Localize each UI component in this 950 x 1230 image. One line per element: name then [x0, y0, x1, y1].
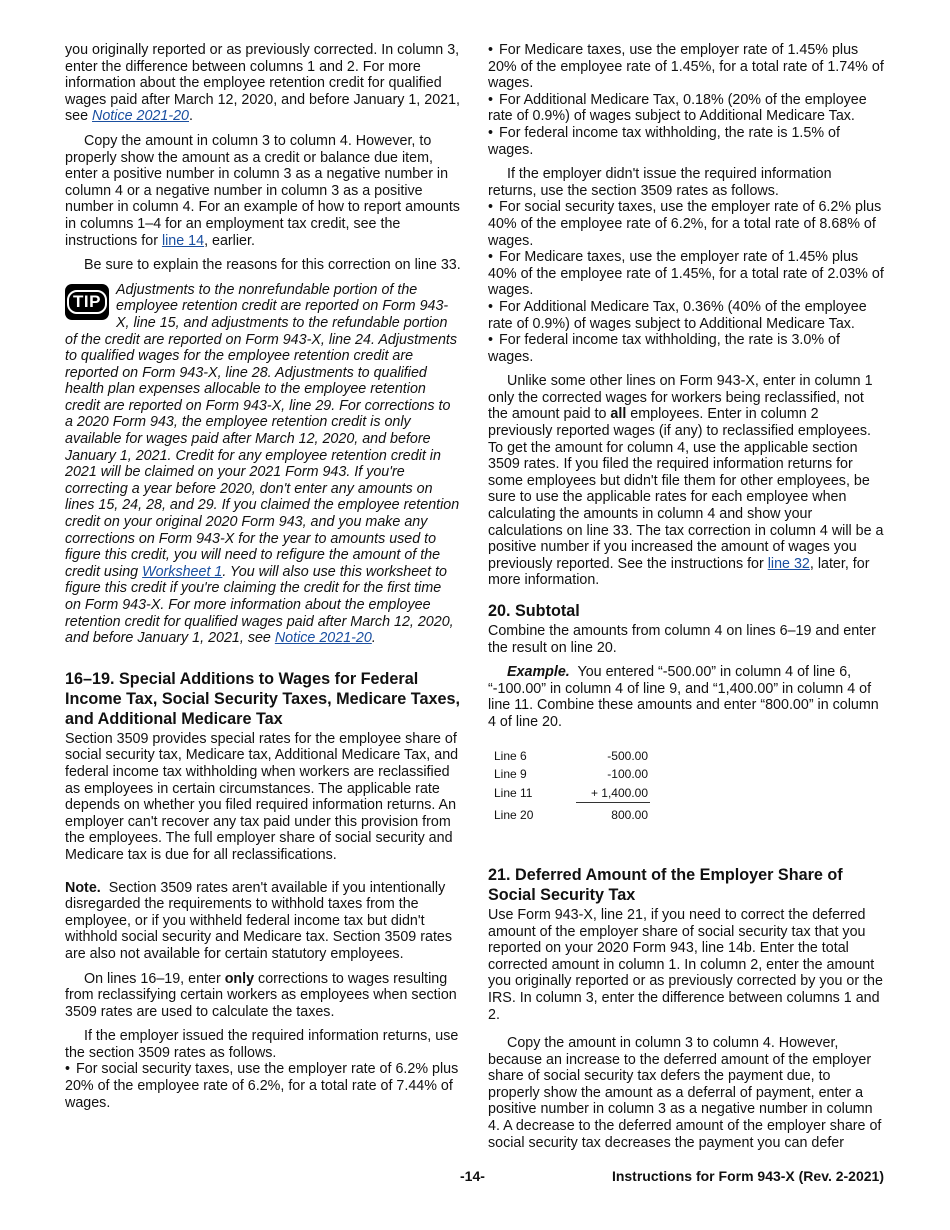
notice-2021-20-link[interactable]: Notice 2021-20: [274, 630, 372, 647]
paragraph: Copy the amount in column 3 to column 4. However, because an increase to the deferred amount of the employer share of social security tax defers the payment due, to properly show the amount as a deferral of payment, enter a positive number in column 3 as a negative number in column 4. A decrease to the deferred amount of the employer share of social security tax decreases the payment you can defer: [488, 1035, 882, 1151]
paragraph: On lines 16–19, enter only corrections to wages resulting from reclassifying certain workers as employees when section 3509 rates are used to calculate the taxes.: [65, 970, 457, 1020]
footer-title: Instructions for Form 943-X (Rev. 2-2021): [611, 1168, 884, 1184]
left-column: [65, 42, 461, 1111]
subtotal-table: [492, 747, 650, 825]
table-row: Line 9 -100.00: [494, 767, 648, 782]
paragraph: Use Form 943-X, line 21, if you need to correct the deferred amount of the employer share of social security tax that you reported on your 2020 Form 943, line 14b. Enter the total corrected amount in column 1. In column 2, enter the amount you originally reported or as previously corrected by you or the IRS. In column 3, enter the difference between columns 1 and 2.: [488, 906, 883, 1023]
section-heading: 21. Deferred Amount of the Employer Share of Social Security Tax: [488, 865, 843, 904]
right-column: [488, 42, 884, 1159]
bullet-item: • For Additional Medicare Tax, 0.18% (20% of the employee rate of 0.9%) of wages subject to Additional Medicare Tax.: [488, 92, 884, 125]
table-row: Line 6 -500.00: [494, 748, 648, 763]
section-heading: 16–19. Special Additions to Wages for Federal Income Tax, Social Security Taxes, Medicare Taxes, and Additional Medicare Tax: [65, 669, 460, 728]
paragraph: you originally reported or as previously corrected. In column 3, enter the difference between columns 1 and 2. For more information about the employee retention credit for qualified wages paid after March 12, 2020, and before January 1, 2021, see Notice 2021-20.: [65, 42, 461, 125]
paragraph: If the employer didn't issue the required information returns, use the section 3509 rates as follows.: [488, 166, 832, 199]
bullet-item: • For Medicare taxes, use the employer rate of 1.45% plus 20% of the employee rate of 1.45%, for a total rate of 1.74% of wages.: [488, 42, 884, 92]
paragraph: Copy the amount in column 3 to column 4. However, to properly show the amount as a credit or balance due item, enter a positive number in column 3 as a negative number in column 4 or a negative number in column 3 as a positive number in column 4. For an example of how to report amounts in columns 1–4 for an employment tax credit, see the instructions for line 14, earlier.: [65, 132, 460, 249]
tip-icon: TIP: [65, 284, 109, 320]
tip-box: TIP Adjustments to the nonrefundable portion of the employee retention credit are reported on Form 943-X, line 15, and adjustments to the refundable portion of the credit are reported on Form 943-X, line 24. Adjustments to qualified wages for the employee retention credit are reported on Form 943-X, line 28. Adjustments to qualified health plan expenses allocable to the employee retention credit are reported on Form 943-X, line 29. For corrections to a 2020 Form 943, the employee retention credit is only available for wages paid after March 12, 2020, and before January 1, 2021. Credit for any employee retention credit in 2021 will be claimed on your 2021 Form 943. If you're correcting a year before 2020, don't enter any amounts on lines 15, 24, 28, and 29. If you claimed the employee retention credit on your original 2020 Form 943, and you make any corrections on Form 943-X for the year to amounts used to figure this credit, you will need to refigure the amount of the credit using Worksheet 1. You will also use this worksheet to figure this credit if you're claiming the credit for the first time on Form 943-X. For more information about the employee retention credit for qualified wages paid after March 12, 2020, and before January 1, 2021, see Notice 2021-20.: [65, 281, 460, 647]
bullet-item: • For federal income tax withholding, the rate is 1.5% of wages.: [488, 125, 884, 158]
bullet-item: • For social security taxes, use the employer rate of 6.2% plus 20% of the employee rate of 6.2%, for a total rate of 7.44% of wages.: [65, 1061, 461, 1111]
bullet-item: • For federal income tax withholding, the rate is 3.0% of wages.: [488, 332, 884, 365]
page-number: -14-: [460, 1168, 485, 1184]
notice-2021-20-link[interactable]: Notice 2021-20: [92, 108, 189, 125]
line-14-link[interactable]: line 14: [161, 232, 205, 249]
line-32-link[interactable]: line 32: [767, 555, 810, 572]
bullet-item: • For Additional Medicare Tax, 0.36% (40% of the employee rate of 0.9%) of wages subject to Additional Medicare Tax.: [488, 299, 884, 332]
paragraph: If the employer issued the required information returns, use the section 3509 rates as follows.: [65, 1028, 459, 1061]
section-heading: 20. Subtotal: [488, 602, 580, 620]
bullet-item: • For social security taxes, use the employer rate of 6.2% plus 40% of the employee rate of 6.2%, for a total rate of 8.68% of wages.: [488, 199, 884, 249]
example-paragraph: Example. You entered “-500.00” in column 4 of line 6, “-100.00” in column 4 of line 9, and “1,400.00” in column 4 of line 11. Combine these amounts and enter “800.00” in column 4 of line 20.: [488, 664, 879, 730]
note-paragraph: Note. Section 3509 rates aren't available if you intentionally disregarded the requirements to withhold taxes from the employee, or if you withheld federal income tax but didn't withhold social security and Medicare tax. Section 3509 rates are also not available for certain statutory employees.: [65, 879, 453, 962]
table-row: Line 11 + 1,400.00: [492, 784, 650, 803]
paragraph: Unlike some other lines on Form 943-X, enter in column 1 only the corrected wages for workers being reclassified, not the amount paid to all employees. Enter in column 2 previously reported wages (if any) to reclassified employees. To get the amount for column 4, use the applicable section 3509 rates. If you filed the required information returns for some employees but didn't file them for other employees, be sure to use the applicable rates for each employee when calculating the amounts in column 4 and show your calculations on line 33. The tax correction in column 4 will be a positive number if you increased the amount of wages you previously reported. See the instructions for line 32, later, for more information.: [488, 373, 884, 589]
paragraph: Section 3509 provides special rates for the employee share of social security tax, Medicare tax, Additional Medicare Tax, and federal income tax withholding when workers are reclassified as employees in certain circumstances. The applicable rate depends on whether you filed required information returns. An employer can't recover any tax paid under this provision from the employees. The full employer share of social security and Medicare tax is due for all reclassifications.: [65, 730, 459, 863]
bullet-item: • For Medicare taxes, use the employer rate of 1.45% plus 40% of the employee rate of 1.45%, for a total rate of 2.03% of wages.: [488, 249, 884, 299]
paragraph: Combine the amounts from column 4 on lines 6–19 and enter the result on line 20.: [488, 623, 876, 656]
table-row: Line 20 800.00: [494, 808, 648, 823]
worksheet-1-link[interactable]: Worksheet 1: [142, 563, 223, 580]
paragraph: Be sure to explain the reasons for this correction on line 33.: [84, 257, 461, 274]
